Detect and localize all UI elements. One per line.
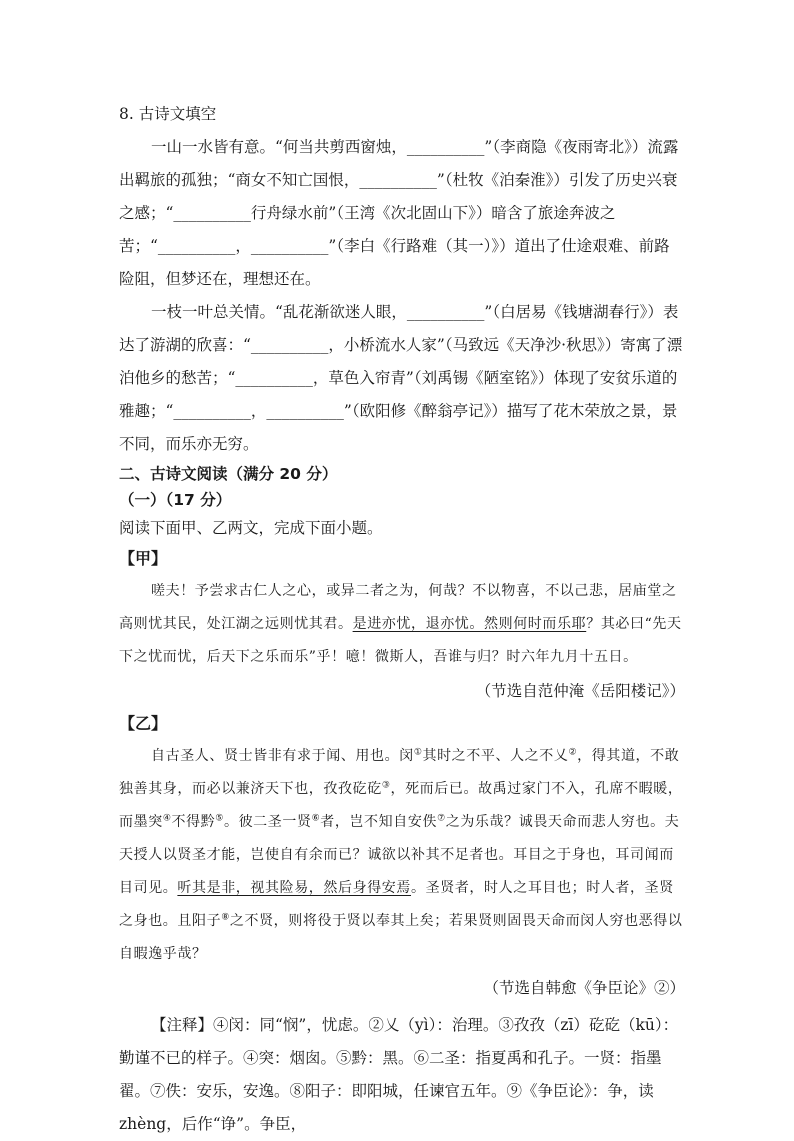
- note-mark: ⑧: [221, 912, 230, 923]
- note-mark: ⑥: [311, 813, 321, 824]
- text-yi-body: [119, 740, 685, 971]
- reading-instruction: 阅读下面甲、乙两文，完成下面小题。: [119, 519, 383, 537]
- note-mark: ⑤: [215, 813, 224, 824]
- section-sub-heading: （一）（17 分）: [119, 491, 232, 509]
- text-jia-source: （节选自范仲淹《岳阳楼记》）: [475, 682, 685, 700]
- yi-s1: 自古圣人、贤士皆非有求于闻、用也。闵: [151, 748, 414, 764]
- annotations: 【注释】④闵：同“悯”，忧虑。②乂（yì）：治理。③孜孜（zī）矻矻（kū）：勤谨不已的样子。④突：烟囱。⑤黔：黑。⑥二圣：指夏禹和孔子。一贤：指墨翟。⑦佚：安乐，安逸。⑧阳子：即阳城，任谏官五年。⑨《争臣论》：争，读 zhèng，后作“诤”。争臣，: [119, 1016, 679, 1133]
- text-jia-label: 【甲】: [119, 549, 168, 568]
- text-jia-body: [119, 575, 685, 674]
- yi-s10: 之不贤，则将役于贤以奉其上矣；若果贤则固畏天命而闵人穷也恶得以自暇逸乎哉？: [119, 913, 683, 962]
- yi-s5: 不得黔: [171, 814, 216, 830]
- yi-s3: ，得其道，不敢独善其身，而必以兼济天下也，孜孜矻矻: [119, 748, 680, 797]
- yi-s9: 。圣贤者，时人之耳目也；时人者，圣贤之身也。且阳子: [119, 880, 674, 929]
- yi-s8: 之为乐哉？诚畏天命而悲人穷也。夫天授人以贤圣才能，岂使自有余而已？诚欲以补其不足者也。耳目之于身也，耳司闻而目司见。: [119, 814, 680, 896]
- section-heading: 二、古诗文阅读（满分 20 分）: [119, 465, 338, 483]
- note-mark: ⑦: [437, 813, 446, 824]
- jia-text-b: ？其必曰“先天下之忧而忧，后天下之乐而乐”乎！噫！微斯人，吾谁与归？时六年九月十五日。: [119, 616, 682, 665]
- yi-s2: 其时之不平、人之不乂: [422, 748, 569, 764]
- yi-underlined-sentence: 听其是非，视其险易，然后身得安焉: [177, 880, 412, 896]
- note-mark: ④: [162, 813, 172, 824]
- note-mark: ②: [568, 747, 578, 758]
- q8-paragraph-1: 一山一水皆有意。“何当共剪西窗烛，__________”（李商隐《夜雨寄北》）流露出羁旅的孤独；“商女不知亡国恨，__________”（杜牧《泊秦淮》）引发了历史兴衰之感；“__________行舟绿水前”（王湾《次北固山下》）暗含了旅途奔波之苦；“__________，__________”（李白《行路难（其一）》）道出了仕途艰难、前路险阻，但梦还在，理想还在。: [119, 138, 679, 288]
- text-yi-label: 【乙】: [119, 714, 168, 733]
- text-yi-source: （节选自韩愈《争臣论》②）: [483, 979, 685, 997]
- jia-underlined-sentence: 是进亦忧，退亦忧。然则何时而乐耶: [352, 616, 587, 632]
- note-mark: ①: [413, 747, 423, 758]
- note-mark: ③: [381, 780, 391, 791]
- yi-s4: ，死而后已。故禹过家门不入，孔席不暇暖，而墨突: [119, 781, 683, 830]
- q8-title: 8. 古诗文填空: [119, 105, 217, 123]
- content: [119, 98, 685, 1141]
- q8-paragraph-2: 一枝一叶总关情。“乱花渐欲迷人眼，__________”（白居易《钱塘湖春行》）表达了游湖的欣喜：“__________，小桥流水人家”（马致远《天净沙·秋思》）寄寓了漂泊他乡的愁苦；“__________，草色入帘青”（刘禹锡《陋室铭》）体现了安贫乐道的雅趣；“__________，__________”（欧阳修《醉翁亭记》）描写了花木荣放之景，景不同，而乐亦无穷。: [119, 303, 683, 453]
- yi-s7: 者，岂不知自安佚: [320, 814, 438, 830]
- jia-text-a: 嗟夫！予尝求古仁人之心，或异二者之为，何哉？不以物喜，不以己悲，居庙堂之高则忧其民，处江湖之远则忧其君。: [119, 583, 677, 632]
- yi-s6: 。彼二圣一贤: [223, 814, 312, 830]
